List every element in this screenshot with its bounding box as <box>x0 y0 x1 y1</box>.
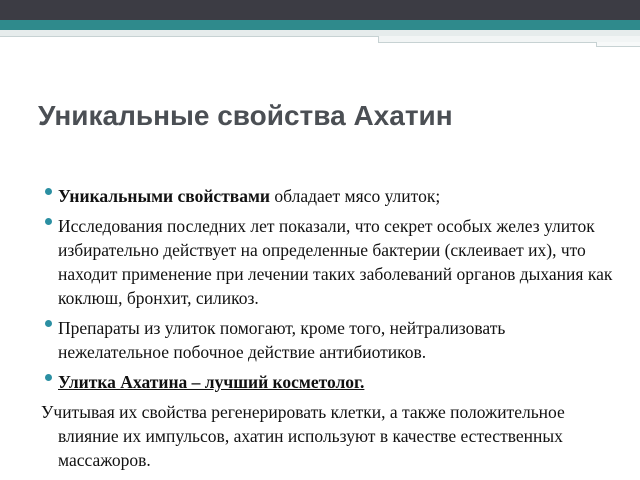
body-paragraph: Учитывая их свойства регенерировать клетки, а также положительное влияние их импульсов, ахатин используют в качестве естественных массажоров. <box>41 402 565 470</box>
bullet-item <box>0 214 628 310</box>
slide-content <box>0 184 628 472</box>
top-accent-stripe <box>0 20 640 30</box>
top-decorative-band <box>0 0 640 20</box>
slide-title: Уникальные свойства Ахатин <box>38 100 453 131</box>
bullet-dot <box>45 188 52 195</box>
bullet-text: обладает мясо улиток; <box>270 186 441 206</box>
bullet-underlined-text: Улитка Ахатина – лучший косметолог. <box>58 372 365 392</box>
bullet-dot <box>45 320 52 327</box>
bullet-dot <box>45 218 52 225</box>
bullet-item <box>0 370 628 394</box>
bullet-bold-text: Уникальными свойствами <box>58 186 270 206</box>
bullet-text: Препараты из улиток помогают, кроме того, нейтрализовать нежелательное побочное действие антибиотиков. <box>58 318 506 362</box>
bullet-dot <box>45 374 52 381</box>
bullet-item <box>0 184 628 208</box>
bullet-item <box>0 316 628 364</box>
decorative-sheet <box>596 42 640 47</box>
bullet-text: Исследования последних лет показали, что секрет особых желез улиток избирательно действует на определенные бактерии (склеивает их), что находит применение при лечении таких заболеваний органов дыхания как коклюш, бронхит, силикоз. <box>58 216 613 308</box>
